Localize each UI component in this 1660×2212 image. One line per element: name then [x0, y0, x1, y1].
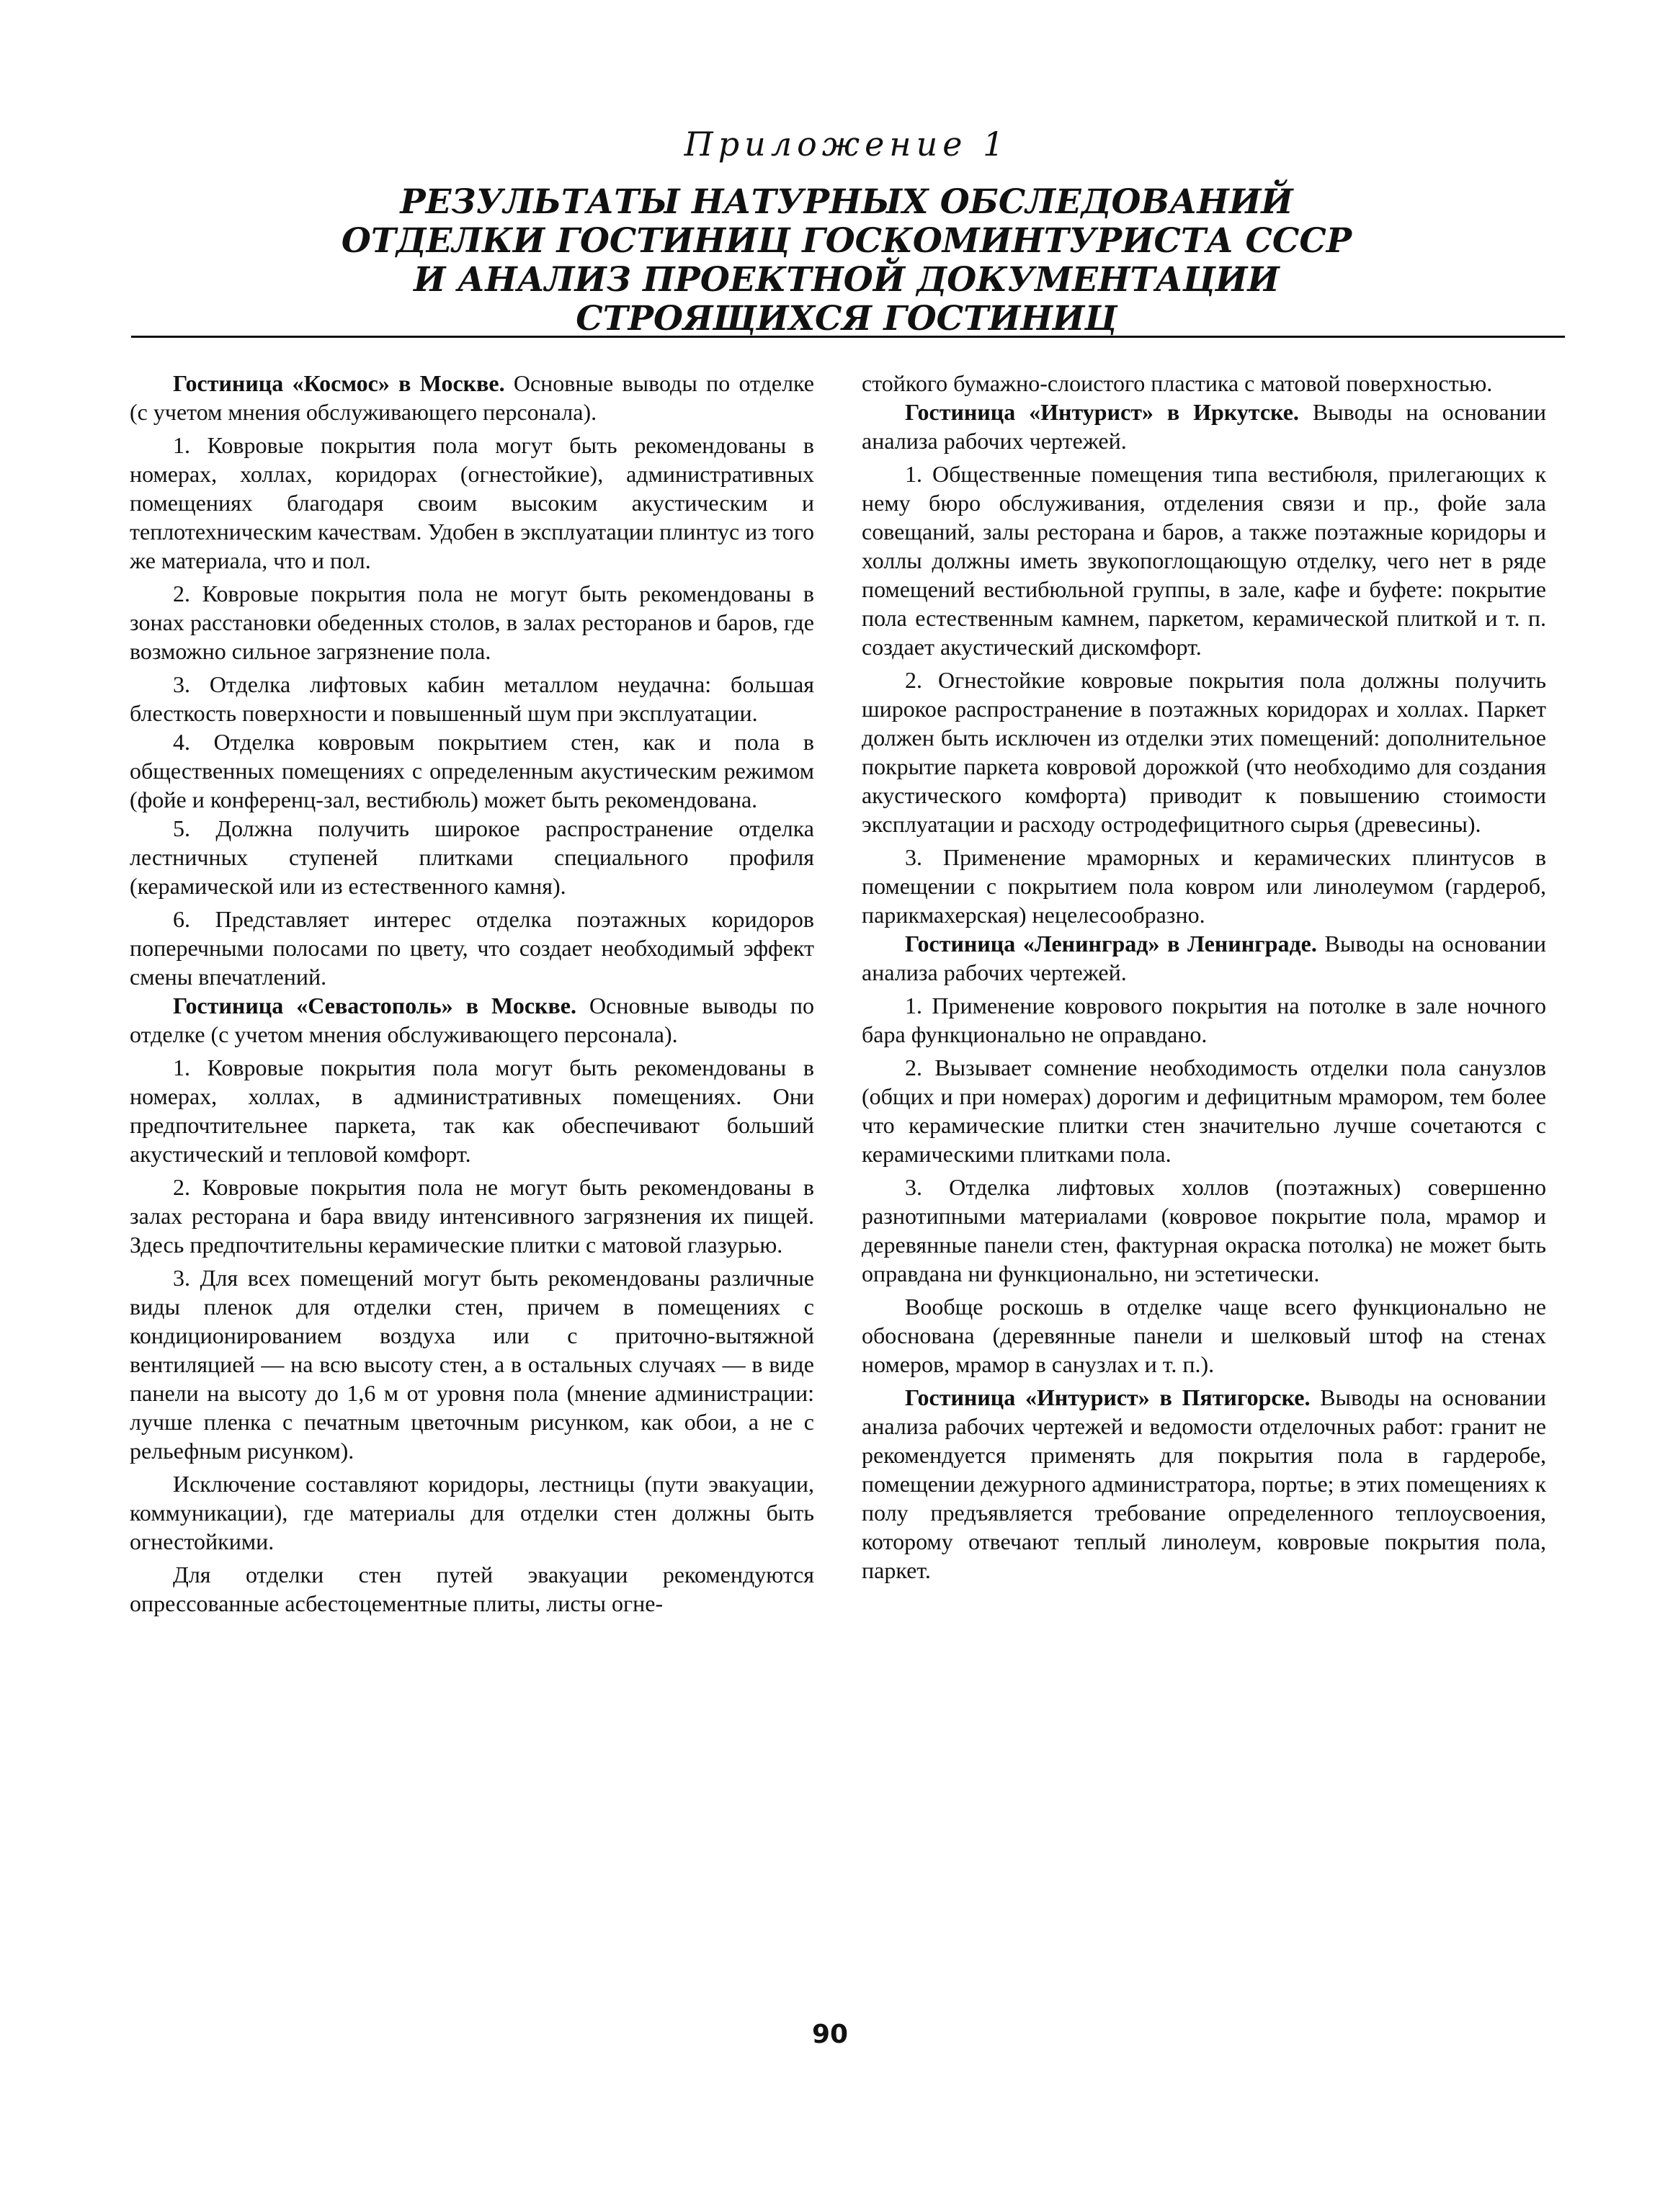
hotel-name-irkutsk: Гостиница «Интурист» в Иркутске.	[905, 399, 1299, 425]
hotel-name-leningrad: Гостиница «Ленинград» в Ленинграде.	[905, 931, 1317, 957]
paragraph: 4. Отделка ковровым покрытием стен, как и пола в общественных помещениях с определенным акустическим режимом (фойе и конференц-зал, вестибюль) может быть рекомендована.	[130, 729, 814, 812]
paragraph: 5. Должна получить широкое распространение отделка лестничных ступеней плитками специального профиля (керамической или из естественного камня).	[130, 815, 814, 899]
paragraph: Исключение составляют коридоры, лестницы (пути эвакуации, коммуникации), где материалы для отделки стен должны быть огнестойкими.	[130, 1471, 814, 1554]
paragraph: 2. Огнестойкие ковровые покрытия пола должны получить широкое распространение в поэтажных коридорах и холлах. Паркет должен быть исключен из отделки этих помещений: дополнительное покрытие паркета ковровой дорожкой (что необходимо для создания акустического комфорта) приводит к повышению стоимости эксплуатации и расходу остродефицитного сырья (древесины).	[862, 667, 1546, 837]
paragraph: 2. Ковровые покрытия пола не могут быть рекомендованы в зонах расстановки обеденных столов, в залах ресторанов и баров, где возможно сильное загрязнение пола.	[130, 581, 814, 664]
paragraph: 1. Ковровые покрытия пола могут быть рекомендованы в номерах, холлах, в административных помещениях. Они предпочтительнее паркета, так как обеспечивают больший акустический и тепловой комфорт.	[130, 1054, 814, 1167]
header-divider	[131, 336, 1565, 338]
title-line: ОТДЕЛКИ ГОСТИНИЦ ГОСКОМИНТУРИСТА СССР	[341, 221, 1352, 261]
paragraph: Для отделки стен путей эвакуации рекомендуются опрессованные асбестоцементные плиты, листы огне-	[130, 1562, 814, 1616]
paragraph-text: Выводы на основании анализа рабочих чертежей.	[862, 399, 1547, 454]
appendix-header	[130, 122, 1563, 339]
right-column	[862, 369, 1546, 1910]
hotel-name-kosmos: Гостиница «Космос» в Москве.	[173, 370, 505, 396]
title-line: СТРОЯЩИХСЯ ГОСТИНИЦ	[576, 299, 1117, 339]
paragraph-text: Основные выводы по отделке (с учетом мнения обслуживающего персонала).	[130, 370, 815, 425]
paragraph-text: Выводы на основании анализа рабочих чертежей.	[862, 931, 1547, 985]
page-number: 90	[811, 2020, 849, 2049]
paragraph-text: Основные выводы по отделке (с учетом мнения обслуживающего персонала).	[130, 993, 815, 1047]
paragraph-sevastopol-intro	[130, 991, 814, 1049]
left-column	[130, 369, 814, 1910]
paragraph: 3. Отделка лифтовых холлов (поэтажных) совершенно разнотипными материалами (ковровое покрытие пола, мрамор и деревянные панели стен, фактурная окраска потолка) не может быть оправдана ни функционально, ни эстетически.	[862, 1174, 1546, 1286]
page-title	[130, 183, 1563, 339]
paragraph: 1. Применение коврового покрытия на потолке в зале ночного бара функционально не оправдано.	[862, 993, 1546, 1047]
title-line: РЕЗУЛЬТАТЫ НАТУРНЫХ ОБСЛЕДОВАНИЙ	[400, 182, 1293, 222]
paragraph: 3. Для всех помещений могут быть рекомендованы различные виды пленок для отделки стен, причем в помещениях с кондиционированием воздуха или с приточно-вытяжной вентиляцией — на всю высоту стен, а в остальных случаях — в виде панели на высоту до 1,6 м от уровня пола (мнение администрации: лучше пленка с печатным цветочным рисунком, как обои, а не с рельефным рисунком).	[130, 1265, 814, 1464]
paragraph: 1. Ковровые покрытия пола могут быть рекомендованы в номерах, холлах, коридорах (огнестойкие), административных помещениях благодаря своим высоким акустическим и теплотехническим качествам. Удобен в эксплуатации плинтус из того же материала, что и пол.	[130, 432, 814, 573]
paragraph: 6. Представляет интерес отделка поэтажных коридоров поперечными полосами по цвету, что создает необходимый эффект смены впечатлений.	[130, 906, 814, 990]
paragraph: 3. Применение мраморных и керамических плинтусов в помещении с покрытием пола ковром или линолеумом (гардероб, парикмахерская) нецелесообразно.	[862, 844, 1546, 928]
paragraph: 2. Вызывает сомнение необходимость отделки пола санузлов (общих и при номерах) дорогим и дефицитным мрамором, тем более что керамические плитки стен значительно лучше сочетаются с керамическими плитками пола.	[862, 1054, 1546, 1167]
paragraph-continued: стойкого бумажно-слоистого пластика с матовой поверхностью.	[862, 370, 1493, 396]
paragraph: 3. Отделка лифтовых кабин металлом неудачна: большая блесткость поверхности и повышенный шум при эксплуатации.	[130, 671, 814, 726]
hotel-name-pyatigorsk: Гостиница «Интурист» в Пятигорске.	[905, 1384, 1311, 1410]
title-line: И АНАЛИЗ ПРОЕКТНОЙ ДОКУМЕНТАЦИИ	[414, 260, 1280, 300]
hotel-name-sevastopol: Гостиница «Севастополь» в Москве.	[173, 993, 576, 1018]
paragraph-irkutsk-intro	[862, 398, 1546, 455]
paragraph-text: Выводы на основании анализа рабочих чертежей и ведомости отделочных работ: гранит не рекомендуется применять для покрытия пола в гардеробе, помещении дежурного администратора, портье; в этих помещениях к полу предъявляется требование определенного теплоусвоения, которому отвечают теплый линолеум, ковровые покрытия пола, паркет.	[862, 1384, 1547, 1583]
appendix-label: Приложение 1	[684, 125, 1009, 164]
paragraph-pyatigorsk-intro	[862, 1383, 1546, 1585]
paragraph-leningrad-intro	[862, 929, 1546, 987]
paragraph: 2. Ковровые покрытия пола не могут быть рекомендованы в залах ресторана и бара ввиду интенсивного загрязнения их пищей. Здесь предпочтительны керамические плитки с матовой глазурью.	[130, 1174, 814, 1258]
paragraph-kosmos-intro	[130, 369, 814, 426]
paragraph: Вообще роскошь в отделке чаще всего функционально не обоснована (деревянные панели и шелковый штоф на стенах номеров, мрамор в санузлах и т. п.).	[862, 1294, 1546, 1377]
paragraph: 1. Общественные помещения типа вестибюля, прилегающих к нему бюро обслуживания, отделения связи и пр., фойе зала совещаний, залы ресторана и баров, а также поэтажные коридоры и холлы должны иметь звукопоглощающую отделку, чего нет в ряде помещений вестибюльной группы, в зале, кафе и буфете: покрытие пола естественным камнем, паркетом, керамической плиткой и т. п. создает акустический дискомфорт.	[862, 461, 1546, 660]
